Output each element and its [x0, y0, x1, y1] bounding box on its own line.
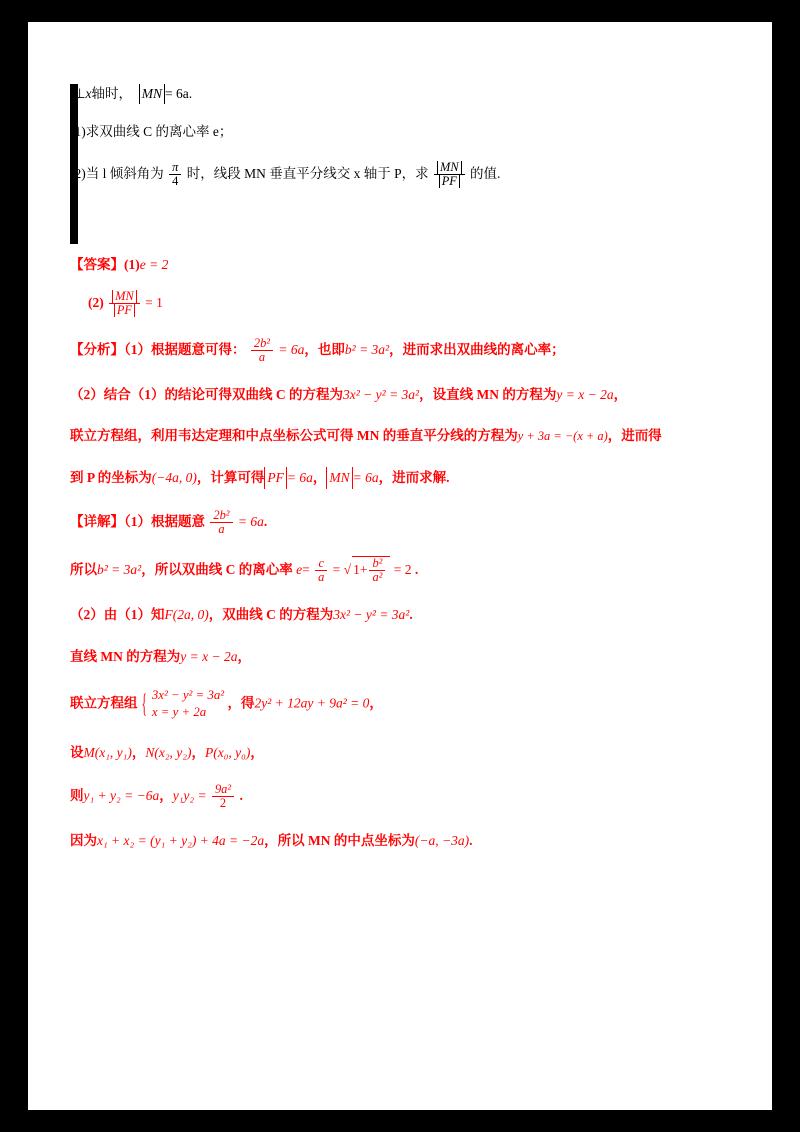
detail-text-2b: ，所以双曲线 C 的离心率 — [141, 562, 293, 578]
detail-text-5b: ，得 — [227, 695, 255, 711]
detail-line-2 — [70, 556, 730, 584]
answer-expr-1: e = 2 — [139, 257, 169, 272]
answer-tag-2: (2) — [88, 294, 104, 310]
detail-text-1a: （1）根据题意 — [124, 513, 205, 529]
abs-mn-value: = 6a — [165, 86, 189, 101]
detail-text-5a: 联立方程组 — [70, 695, 138, 711]
analysis-text-2a: （2）结合（1）的结论可得双曲线 C 的方程为 — [70, 386, 343, 402]
analysis-text-3b: ，进而得 — [607, 428, 662, 444]
detail-text-2c: . — [414, 562, 419, 578]
analysis-line-1 — [70, 337, 730, 364]
detail-line-1 — [70, 509, 730, 536]
detail-text-4b: ， — [237, 648, 251, 664]
answer-expr-2: = 1 — [145, 294, 163, 310]
detail-expr-hyperbola: 3x² − y² = 3a² — [333, 606, 410, 622]
detail-expr-quadratic: 2y² + 12ay + 9a² = 0 — [254, 695, 370, 711]
detail-text-8a: 因为 — [70, 833, 97, 849]
analysis-expr-8-abs: MN — [326, 467, 352, 489]
detail-text-7b: ， — [159, 788, 173, 804]
detail-expr-2: b² = 3a² — [97, 562, 142, 578]
point-n: N(x₂, y₂) — [145, 744, 192, 760]
detail-line-4 — [70, 646, 730, 668]
line-symbol-l: l — [70, 86, 74, 101]
analysis-expr-5: y + 3a = −(x + a) — [517, 429, 608, 444]
analysis-expr-7-abs: PF — [264, 467, 287, 489]
analysis-line-4 — [70, 467, 730, 489]
label-answer: 【答案】 — [70, 257, 124, 272]
point-p: P(x₀, y₀) — [204, 744, 251, 760]
period: . — [188, 86, 193, 101]
label-analysis: 【分析】 — [70, 341, 124, 357]
analysis-expr-3: 3x² − y² = 3a² — [343, 386, 420, 402]
analysis-text-4a: 到 P 的坐标为 — [70, 470, 152, 486]
detail-line-7 — [70, 783, 730, 810]
answer-line-2 — [70, 290, 730, 317]
point-m: M(x₁, y₁) — [83, 744, 132, 760]
detail-text-7c: . — [239, 788, 243, 804]
detail-text-1b: . — [263, 513, 268, 529]
analysis-line-2 — [70, 384, 730, 406]
detail-text-3a: （2）由（1）知 — [70, 606, 165, 622]
document-page — [28, 22, 772, 1110]
sum-roots: y₁ + y₂ = −6a — [83, 788, 160, 804]
analysis-expr-1: = 6a — [278, 341, 305, 357]
product-roots-lhs: y₁y₂ = — [172, 788, 207, 804]
analysis-expr-6: (−4a, 0) — [151, 470, 197, 486]
detail-text-4a: 直线 MN 的方程为 — [70, 648, 181, 664]
detail-expr-focus: F(2a, 0) — [164, 606, 209, 622]
detail-text-8c: . — [469, 833, 473, 849]
analysis-text-1b: ，也即 — [304, 341, 345, 357]
analysis-text-3a: 联立方程组，利用韦达定理和中点坐标公式可得 MN 的垂直平分线的方程为 — [70, 428, 518, 444]
analysis-text-1c: ，进而求出双曲线的离心率； — [389, 341, 565, 357]
detail-expr-1: = 6a — [237, 513, 264, 529]
abs-mn: MN — [139, 84, 165, 104]
label-detail: 【详解】 — [70, 513, 124, 529]
detail-text-6a: 设 — [70, 744, 84, 760]
item2-text-c: 的值. — [469, 165, 501, 181]
item2-text-a: (2)当 l 倾斜角为 — [70, 165, 164, 181]
analysis-text-2b: ，设直线 MN 的方程为 — [419, 386, 557, 402]
midpoint-coords: (−a, −3a) — [414, 833, 470, 849]
fraction-9a2-over-2: $\frac{\text{9a²}}{2}$ — [212, 783, 234, 810]
fraction-2b2-over-a-detail: $\frac{\text{2b²}}{a}$ — [210, 509, 232, 536]
equation-system: { 3x² − y² = 3a² x = y + 2a — [141, 687, 224, 722]
question-line-condition — [70, 84, 730, 104]
analysis-expr-8-val: = 6a — [352, 470, 379, 486]
analysis-expr-7-val: = 6a — [286, 470, 313, 486]
condition-text: 轴时， — [91, 86, 133, 101]
sep-2: ， — [191, 744, 205, 760]
analysis-expr-4: y = x − 2a — [556, 386, 614, 402]
detail-text-3b: ，双曲线 C 的方程为 — [208, 606, 334, 622]
question-item-1: (1)求双曲线 C 的离心率 e； — [70, 124, 233, 140]
fraction-c-over-a: $\frac{c}{a}$ — [315, 557, 327, 584]
detail-text-6b: ， — [250, 744, 264, 760]
detail-line-5 — [70, 687, 730, 722]
detail-text-5c: ， — [369, 695, 383, 711]
detail-text-8b: ，所以 MN 的中点坐标为 — [264, 833, 415, 849]
answer-block — [70, 254, 730, 872]
question-block — [70, 84, 730, 188]
analysis-text-4d: ，进而求解. — [378, 470, 450, 486]
question-item-2 — [70, 161, 730, 188]
fraction-pi-over-4: $\frac{\pi}{4}$ — [169, 161, 181, 188]
analysis-text-4c: ， — [312, 470, 327, 486]
fraction-mn-over-pf-answer: $\frac{MN}{PF}$ — [109, 290, 140, 317]
fraction-mn-over-pf: $\frac{MN}{PF}$ — [434, 161, 465, 188]
axis-symbol-x: x — [85, 86, 92, 101]
detail-expr-line-mn: y = x − 2a — [180, 648, 238, 664]
fraction-2b2-over-a: $\frac{\text{2b²}}{a}$ — [251, 337, 273, 364]
detail-line-8 — [70, 830, 730, 852]
item2-text-b: 时，线段 MN 垂直平分线交 x 轴于 P，求 — [186, 165, 429, 181]
eccentricity-value: = 2 — [393, 562, 412, 578]
sep-1: ， — [131, 744, 146, 760]
analysis-text-1a: （1）根据题意可得： — [124, 341, 246, 357]
analysis-text-2c: ， — [613, 386, 628, 402]
detail-text-3c: . — [409, 606, 413, 622]
perp-symbol: ⊥ — [73, 86, 86, 101]
analysis-line-3 — [70, 425, 730, 447]
eccentricity-formula: e= $\frac{c}{a}$ = √ 1+ $\frac{\text{b²}}{\text{a²}}$ = 2 — [296, 555, 412, 584]
detail-line-3 — [70, 604, 730, 626]
analysis-text-4b: ，计算可得 — [196, 470, 265, 486]
detail-line-6 — [70, 742, 730, 764]
detail-text-7a: 则 — [70, 788, 84, 804]
analysis-expr-2: b² = 3a² — [344, 341, 390, 357]
answer-line-1 — [70, 254, 730, 276]
sum-x-expr: x₁ + x₂ = (y₁ + y₂) + 4a = −2a — [97, 833, 265, 849]
answer-tag-1: (1) — [124, 257, 140, 272]
detail-text-2a: 所以 — [70, 562, 97, 578]
sqrt-expression: 1+ $\frac{\text{b²}}{\text{a²}}$ — [352, 556, 390, 584]
fraction-b2-over-a2: $\frac{\text{b²}}{\text{a²}}$ — [369, 557, 385, 584]
